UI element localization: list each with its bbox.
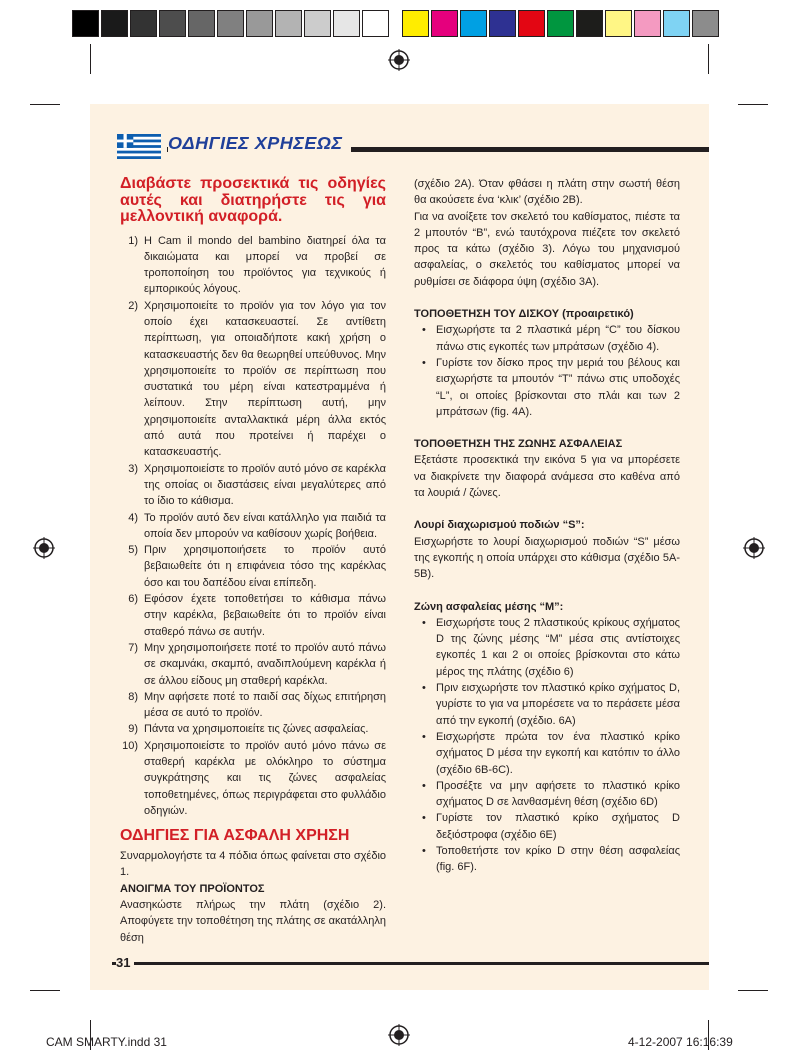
section-header: [112, 131, 709, 157]
gray-swatches: [72, 10, 391, 37]
color-swatch: [518, 10, 545, 37]
list-item-text: Χρησιμοποιείτε το προϊόν για τον λόγο για τον οποίο έχει κατασκευαστεί. Σε αντίθετη περίπτωση, για οποιαδήποτε κακή χρήση ο κατασκευαστής δεν θα θεωρηθεί υπεύθυνος. Μην χρησιμοποιείτε το προϊόν σε περίπτωση που συστατικά του μέρη είναι κατεστραμμένα ή λείπουν. Στην περίπτωση αυτή, μην χρησιμοποιείτε ανταλλακτικά μέρη άλλα εκτός από αυτά που προτείνει ή παρέχει ο κατασκευαστής.: [144, 299, 386, 459]
color-swatch: [576, 10, 603, 37]
tray-list: [414, 322, 680, 420]
color-swatch: [304, 10, 331, 37]
registration-mark-icon: [388, 1024, 410, 1046]
crop-mark: [30, 104, 60, 105]
color-swatch: [460, 10, 487, 37]
registration-mark-icon: [743, 537, 765, 559]
list-item: [120, 542, 386, 591]
color-swatch: [605, 10, 632, 37]
continued-text: (σχέδιο 2A). Όταν φθάσει η πλάτη στην σωστή θέση θα ακούσετε ένα ‘κλικ’ (σχέδιο 2B).: [414, 178, 680, 207]
list-item: [120, 233, 386, 298]
list-item: • Εισχωρήστε τα 2 πλαστικά μέρη “C” του δίσκου πάνω στις εγκοπές των μπράτσων (σχέδιο 4).: [414, 322, 680, 355]
opening-text: Ανασηκώστε πλήρως την πλάτη (σχέδιο 2). Αποφύγετε την τοποθέτηση της πλάτης σε ακατάλληλη θέση: [120, 899, 386, 944]
list-item: [120, 689, 386, 722]
crop-mark: [30, 990, 60, 991]
crop-mark: [708, 44, 709, 74]
list-item: [120, 640, 386, 689]
list-item: • Γυρίστε τον πλαστικό κρίκο σχήματος D δεξιόστροφα (σχέδιο 6E): [414, 810, 680, 843]
list-item: [120, 591, 386, 640]
color-swatch: [663, 10, 690, 37]
list-item-text: Εφόσον έχετε τοποθετήσει το κάθισμα πάνω στην καρέκλα, βεβαιωθείτε ότι το προϊόν είναι σταθερό πάνω σε αυτήν.: [144, 593, 386, 638]
list-item-text: Μην αφήσετε ποτέ το παιδί σας δίχως επιτήρηση μέσα σε αυτό το προϊόν.: [144, 690, 386, 720]
list-item-text: Μην χρησιμοποιήσετε ποτέ το προϊόν αυτό πάνω σε σκαμνάκι, σκαμπό, αναδιπλούμενη καρέκλα ή σε άλλου είδους μη σταθερή καρέκλα.: [144, 641, 386, 687]
strap-heading: Λουρί διαχωρισμού ποδιών “S”:: [414, 519, 585, 532]
list-item-number: 4): [128, 511, 138, 524]
left-column: [120, 176, 386, 946]
list-item-text: Χρησιμοποιείστε το προϊόν αυτό μόνο πάνω σε σταθερή καρέκλα με ολόκληρο το σύστημα συγκράτησης και τις ζώνες ασφαλείας τοποθετημένες, όπως περιγράφεται στο φυλλάδιο οδηγιών.: [144, 739, 386, 817]
color-swatch: [188, 10, 215, 37]
color-swatch: [275, 10, 302, 37]
page-number-rule: [112, 962, 709, 965]
color-swatch: [217, 10, 244, 37]
list-item-text: Πάντα να χρησιμοποιείτε τις ζώνες ασφαλείας.: [144, 723, 369, 736]
crop-mark: [738, 104, 768, 105]
intro-heading: Διαβάστε προσεκτικά τις οδηγίες αυτές και διατηρήστε τις για μελλοντική αναφορά.: [120, 175, 386, 225]
color-swatch: [130, 10, 157, 37]
list-item-number: 2): [128, 299, 138, 312]
list-item-text: Το προϊόν αυτό δεν είναι κατάλληλο για παιδιά τα οποία δεν μπορούν να καθίσουν χωρίς βοήθεια.: [144, 511, 386, 540]
list-item: [120, 298, 386, 461]
list-item-text: Χρησιμοποιείστε το προϊόν αυτό μόνο σε καρέκλα της οποίας οι διαστάσεις είναι μεγαλύτερες από το ίδιο το κάθισμα.: [144, 462, 386, 508]
belt-heading: ΤΟΠΟΘΕΤΗΣΗ ΤΗΣ ΖΩΝΗΣ ΑΣΦΑΛΕΙΑΣ: [414, 438, 623, 451]
color-swatch: [159, 10, 186, 37]
list-item: • Προσέξτε να μην αφήσετε το πλαστικό κρίκο σχήματος D σε λανθασμένη θέση (σχέδιο 6D): [414, 778, 680, 811]
registration-mark-icon: [33, 537, 55, 559]
waist-belt-heading: Ζώνη ασφαλείας μέσης “M”:: [414, 600, 564, 613]
color-swatch: [489, 10, 516, 37]
list-item: [120, 721, 386, 737]
list-item-number: 6): [128, 593, 138, 606]
tray-heading: ΤΟΠΟΘΕΤΗΣΗ ΤΟΥ ΔΙΣΚΟΥ (προαιρετικό): [414, 308, 634, 321]
page-title: ΟΔΗΓΙΕΣ ΧΡΗΣΕΩΣ: [168, 133, 351, 154]
list-item: • Εισχωρήστε τους 2 πλαστικούς κρίκους σχήματος D της ζώνης μέσης “M” μέσα στις αντίστοιχες εγκοπές 1 και 2 οι οποίες βρίσκονται στο κάτω μέρος της πλάτης (σχέδιο 6): [414, 615, 680, 680]
color-swatch: [431, 10, 458, 37]
list-item-number: 1): [128, 234, 138, 247]
safe-use-heading: ΟΔΗΓΙΕΣ ΓΙΑ ΑΣΦΑΛΗ ΧΡΗΣΗ: [120, 827, 350, 845]
color-swatch: [333, 10, 360, 37]
list-item-number: 10): [122, 739, 138, 752]
color-swatches: [402, 10, 721, 37]
color-swatch: [72, 10, 99, 37]
crop-mark: [90, 44, 91, 74]
list-item: [120, 738, 386, 819]
right-column: [414, 176, 680, 876]
close-frame-text: Για να ανοίξετε τον σκελετό του καθίσματος, πιέστε τα 2 μπουτόν “B”, ενώ ταυτόχρονα πιέζετε τον σκελετό προς τα κάτω (σχέδιο 3). Λόγω του μηχανισμού ασφαλείας, ο σκελετός του καθίσματος μπορεί να ρυθμίσει σε διάφορα ύψη (σχέδιο 3A).: [414, 210, 680, 288]
list-item: • Γυρίστε τον δίσκο προς την μεριά του βέλους και εισχωρήστε τα μπουτόν “T” πάνω στις υποδοχές “L”, οι οποίες βρίσκονται στο πλάι και των 2 μπράτσων (fig. 4A).: [414, 355, 680, 420]
registration-mark-icon: [388, 49, 410, 71]
list-item: • Πριν εισχωρήστε τον πλαστικό κρίκο σχήματος D, γυρίστε το για να μπορέσετε να το περάσετε μέσα από την εγκοπή (σχέδιο. 6A): [414, 680, 680, 729]
safe-use-text: Συναρμολογήστε τα 4 πόδια όπως φαίνεται στο σχέδιο 1.: [120, 850, 386, 879]
color-swatch: [362, 10, 389, 37]
crop-mark: [738, 990, 768, 991]
list-item: • Τοποθετήστε τον κρίκο D στην θέση ασφαλείας (fig. 6F).: [414, 843, 680, 876]
belt-text: Εξετάστε προσεκτικά την εικόνα 5 για να μπορέσετε να διακρίνετε την διαφορά ανάμεσα στο καθένα από τα λουριά / ζώνες.: [414, 454, 680, 500]
list-item: [120, 461, 386, 510]
footer-file: CAM SMARTY.indd 31: [46, 1035, 167, 1049]
footer-date: 4-12-2007 16:16:39: [628, 1035, 733, 1049]
color-swatch: [634, 10, 661, 37]
instructions-list: [120, 233, 386, 820]
list-item-number: 8): [128, 690, 138, 703]
color-swatch: [692, 10, 719, 37]
list-item-number: 7): [128, 641, 138, 654]
list-item-number: 9): [128, 723, 138, 736]
list-item: [120, 510, 386, 543]
color-swatch: [547, 10, 574, 37]
list-item: • Εισχωρήστε πρώτα τον ένα πλαστικό κρίκο σχήματος D μέσα την εγκοπή και κατόπιν το άλλο (σχέδιο 6B-6C).: [414, 729, 680, 778]
list-item-text: H Cam il mondo del bambino διατηρεί όλα τα δικαιώματα και μπορεί να προβεί σε τροποποίηση του προϊόντος για τεχνικούς ή εμπορικούς λόγους.: [144, 234, 386, 296]
list-item-number: 5): [128, 544, 138, 557]
color-swatch: [101, 10, 128, 37]
list-item-text: Πριν χρησιμοποιήσετε το προϊόν αυτό βεβαιωθείτε ότι η επιφάνεια τόσο της καρέκλας όσο και του δαπέδου είναι επίπεδη.: [144, 544, 386, 589]
color-swatch: [402, 10, 429, 37]
greek-flag-icon: [117, 134, 161, 159]
waist-belt-list: [414, 615, 680, 876]
list-item-number: 3): [128, 462, 138, 475]
page-number: 31: [116, 955, 134, 970]
color-swatch: [246, 10, 273, 37]
strap-text: Εισχωρήστε το λουρί διαχωρισμού ποδιών “S” μέσω της εγκοπής η οποία υπάρχει στο κάθισμα (σχέδιο 5A-5B).: [414, 535, 680, 581]
opening-heading: ΑΝΟΙΓΜΑ ΤΟΥ ΠΡΟΪΟΝΤΟΣ: [120, 882, 265, 895]
